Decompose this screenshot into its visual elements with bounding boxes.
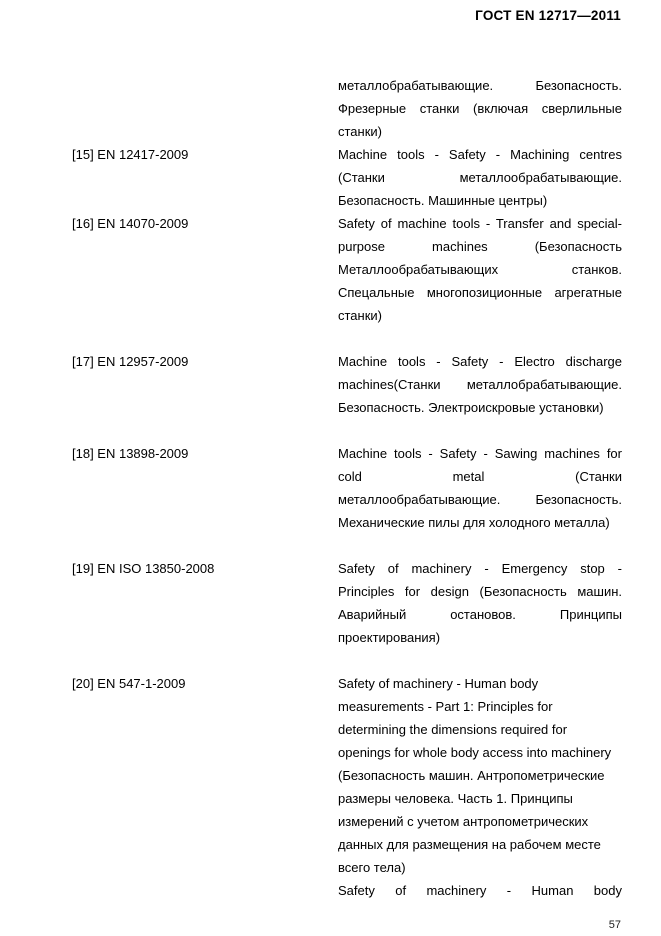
reference-description xyxy=(338,557,622,649)
reference-description xyxy=(338,143,622,212)
reference-description xyxy=(338,442,622,534)
text-line: measurements - Part 1: Principles for xyxy=(338,699,553,714)
reference-id: [18] EN 13898-2009 xyxy=(72,446,189,461)
reference-id: [20] EN 547-1-2009 xyxy=(72,676,186,691)
text-line: Безопасность. Электроискровые установки) xyxy=(338,400,604,415)
text-line: Фрезерные станки (включая сверлильные xyxy=(338,101,622,116)
text-line: Аварийный остановов. Принципы xyxy=(338,607,622,622)
text-line: проектирования) xyxy=(338,630,441,645)
text-line: determining the dimensions required for xyxy=(338,722,568,737)
reference-continuation xyxy=(338,74,622,143)
reference-id: [17] EN 12957-2009 xyxy=(72,354,189,369)
text-line: Металлообрабатывающих станков. xyxy=(338,262,622,277)
text-line: станки) xyxy=(338,308,382,323)
text-line: (Безопасность машин. Антропометрические xyxy=(338,768,605,783)
text-line: purpose machines (Безопасность xyxy=(338,239,622,254)
text-line: (Станки металлообрабатывающие. xyxy=(338,170,622,185)
text-line: всего тела) xyxy=(338,860,406,875)
text-line: machines(Станки металлобрабатывающие. xyxy=(338,377,622,392)
text-line: Principles for design (Безопасность машин. xyxy=(338,584,622,599)
text-line: Machine tools - Safety - Sawing machines for xyxy=(338,446,622,461)
text-line: Механические пилы для холодного металла) xyxy=(338,515,610,530)
reference-id: [16] EN 14070-2009 xyxy=(72,216,189,231)
text-line: металлобрабатывающие. Безопасность. xyxy=(338,78,622,93)
text-line: Safety of machine tools - Transfer and special- xyxy=(338,216,622,231)
page-number: 57 xyxy=(608,919,621,931)
reference-id: [19] EN ISO 13850-2008 xyxy=(72,561,215,576)
text-line: Safety of machinery - Emergency stop - xyxy=(338,561,622,576)
text-line: openings for whole body access into machinery xyxy=(338,745,612,760)
text-line: Machine tools - Safety - Machining centres xyxy=(338,147,622,162)
text-line: Safety of machinery - Human body xyxy=(338,883,622,898)
text-line: Safety of machinery - Human body xyxy=(338,676,539,691)
reference-description xyxy=(338,672,622,902)
page-header: ГОСТ EN 12717—2011 xyxy=(475,8,621,23)
text-line: размеры человека. Часть 1. Принципы xyxy=(338,791,573,806)
text-line: Спецальные многопозиционные агрегатные xyxy=(338,285,622,300)
reference-id: [15] EN 12417-2009 xyxy=(72,147,189,162)
text-line: cold metal (Станки xyxy=(338,469,622,484)
text-line: Machine tools - Safety - Electro discharge xyxy=(338,354,622,369)
text-line: станки) xyxy=(338,124,382,139)
reference-description xyxy=(338,212,622,327)
text-line: Безопасность. Машинные центры) xyxy=(338,193,548,208)
reference-description xyxy=(338,350,622,419)
text-line: измерений с учетом антропометрических xyxy=(338,814,589,829)
text-line: металлообрабатывающие. Безопасность. xyxy=(338,492,622,507)
text-line: данных для размещения на рабочем месте xyxy=(338,837,601,852)
